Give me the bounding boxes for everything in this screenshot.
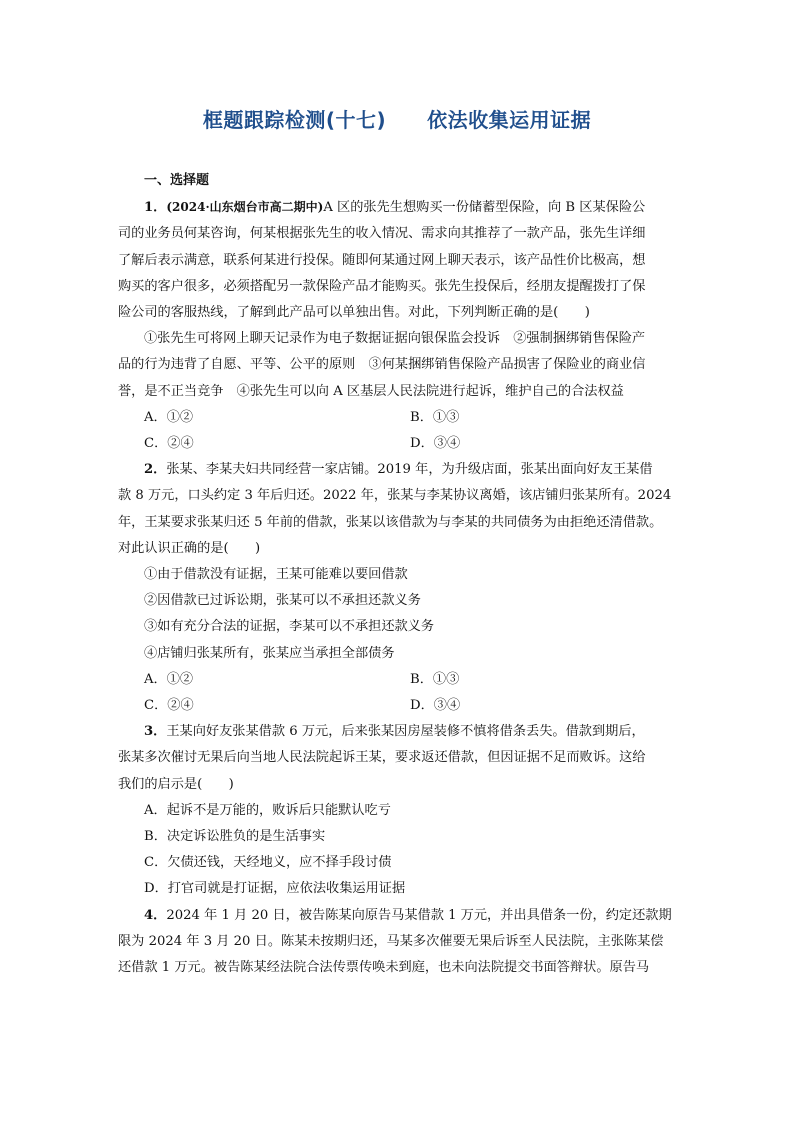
statement-item: ①由于借款没有证据，王某可能难以要回借款	[144, 567, 408, 583]
option-a: A．①②	[144, 671, 194, 687]
question-stem-line: 购买的客户很多，必须搭配另一款保险产品才能购买。张先生投保后，经朋友提醒拨打了保	[118, 278, 646, 294]
question-stem-line: 王某向好友张某借款 6 万元，后来张某因房屋装修不慎将借条丢失。借款到期后，	[166, 724, 645, 740]
question-stem-line: 张某、李某夫妇共同经营一家店铺。2019 年，为升级店面，张某出面向好友王某借	[166, 462, 653, 478]
question-stem-line: A 区的张先生想购买一份储蓄型保险，向 B 区某保险公	[323, 200, 646, 216]
question-number: 1．	[144, 200, 167, 216]
statement-item: ④店铺归张某所有，张某应当承担全部债务	[144, 645, 395, 661]
option-c: C．②④	[144, 698, 194, 714]
question-2	[118, 457, 676, 562]
question-stem-line: 险公司的客服热线，了解到此产品可以单独出售。对此，下列判断正确的是( )	[118, 305, 590, 321]
question-1-statements	[118, 326, 676, 405]
question-stem-line: 我们的启示是( )	[118, 776, 234, 792]
statement-item: ②因借款已过诉讼期，张某可以不承担还款义务	[144, 593, 421, 609]
question-source: (2024·山东烟台市高二期中)	[166, 200, 324, 215]
statement-item: ③如有充分合法的证据，李某可以不承担还款义务	[144, 619, 435, 635]
question-stem-line: 2024 年 1 月 20 日，被告陈某向原告马某借款 1 万元，并出具借条一份，约定还款期	[166, 907, 672, 923]
option-a: A．起诉不是万能的，败诉后只能默认吃亏	[144, 802, 391, 818]
statement-line: ①张先生可将网上聊天记录作为电子数据证据向银保监会投诉 ②强制捆绑销售保险产	[144, 331, 646, 347]
question-3-options	[118, 798, 676, 903]
option-d: D．打官司就是打证据，应依法收集运用证据	[144, 881, 406, 897]
option-c: C．欠债还钱，天经地义，应不择手段讨债	[144, 855, 392, 871]
question-stem-line: 还借款 1 万元。被告陈某经法院合法传票传唤未到庭，也未向法院提交书面答辩状。原告马	[118, 960, 650, 976]
section-heading: 一、选择题	[144, 173, 210, 188]
question-stem-line: 年，王某要求张某归还 5 年前的借款，张某以该借款为与李某的共同债务为由拒绝还清借款。	[118, 514, 663, 530]
question-3	[118, 719, 676, 798]
question-stem-line: 对此认识正确的是( )	[118, 540, 261, 556]
option-a: A．①②	[144, 409, 194, 425]
options-row	[118, 667, 676, 693]
options-row	[118, 693, 676, 719]
question-number: 3．	[144, 724, 167, 740]
question-1	[118, 194, 676, 221]
question-stem-line: 限为 2024 年 3 月 20 日。陈某未按期归还，马某多次催要无果后诉至人民法院，主张陈某偿	[118, 933, 664, 949]
question-stem-line: 款 8 万元，口头约定 3 年后归还。2022 年，张某与李某协议离婚，该店铺归张某所有。2024	[118, 488, 672, 504]
option-b: B．决定诉讼胜负的是生活事实	[144, 829, 326, 845]
option-b: B．①③	[410, 409, 460, 425]
options-row	[118, 405, 676, 431]
document-body	[118, 168, 676, 981]
options-row	[118, 431, 676, 457]
option-d: D．③④	[410, 436, 461, 452]
option-c: C．②④	[144, 436, 194, 452]
question-stem-line: 司的业务员何某咨询，何某根据张先生的收入情况、需求向其推荐了一款产品，张先生详细	[118, 226, 646, 242]
page-title: 框题跟踪检测(十七) 依法收集运用证据	[202, 108, 592, 132]
question-4	[118, 903, 676, 982]
option-d: D．③④	[410, 698, 461, 714]
statement-line: 誉，是不正当竞争 ④张先生可以向 A 区基层人民法院进行起诉，维护自己的合法权益	[118, 383, 624, 399]
question-stem-line: 张某多次催讨无果后向当地人民法院起诉王某，要求返还借款，但因证据不足而败诉。这给	[118, 750, 646, 766]
question-number: 2．	[144, 462, 167, 478]
question-number: 4．	[144, 907, 167, 923]
question-stem-line: 了解后表示满意，联系何某进行投保。随即何某通过网上聊天表示，该产品性价比极高，想	[118, 252, 646, 268]
question-2-items	[118, 562, 676, 667]
statement-line: 品的行为违背了自愿、平等、公平的原则 ③何某捆绑销售保险产品损害了保险业的商业信	[118, 357, 646, 373]
option-b: B．①③	[410, 671, 460, 687]
question-1-stem-continued	[118, 221, 676, 326]
